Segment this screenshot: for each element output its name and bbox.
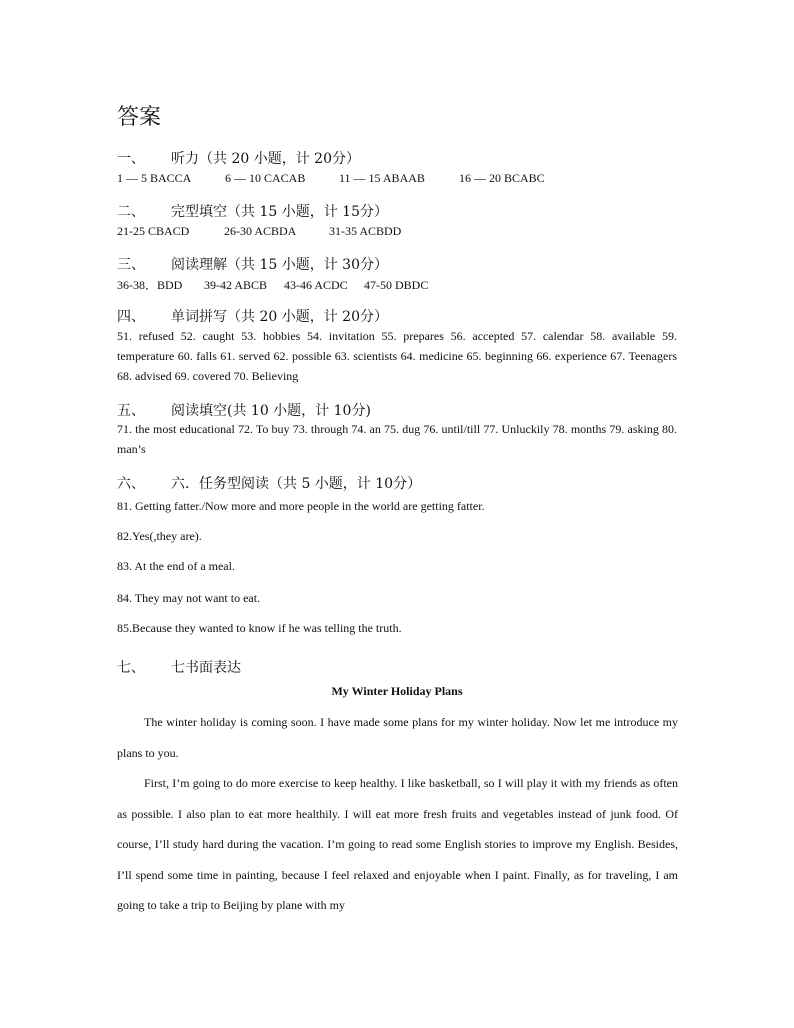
answer-line: 83. At the end of a meal. <box>117 559 235 573</box>
section-title: 阅读理解（共 15 小题，计 30分） <box>171 257 388 273</box>
section-number: 三、 <box>117 257 145 273</box>
essay-title: My Winter Holiday Plans <box>331 684 463 698</box>
answer-group: 31-35 ACBDD <box>329 224 402 238</box>
page-title: 答案 <box>117 105 162 130</box>
answer-group: 39-42 ABCB <box>204 278 268 292</box>
section-heading-spelling <box>117 306 388 326</box>
answer-group: 1 — 5 BACCA <box>117 171 192 185</box>
section-number: 七、 <box>117 660 145 676</box>
answer-group: 36-38．BDD <box>117 278 183 292</box>
section-title: 听力（共 20 小题，计 20分） <box>171 151 360 167</box>
answer-line: 82.Yes(,they are). <box>117 529 202 543</box>
section-heading-fill <box>117 400 371 420</box>
section-title: 七书面表达 <box>171 660 241 676</box>
section-title: 单词拼写（共 20 小题，计 20分） <box>171 309 388 325</box>
section-heading-listening <box>117 148 360 168</box>
section-number: 四、 <box>117 309 145 325</box>
section-title: 六．任务型阅读（共 5 小题，计 10分） <box>171 476 422 492</box>
answer-group: 11 — 15 ABAAB <box>339 171 425 185</box>
answer-group: 21-25 CBACD <box>117 224 190 238</box>
section-heading-reading <box>117 254 388 274</box>
answer-group: 47-50 DBDC <box>364 278 429 292</box>
answer-line: 85.Because they wanted to know if he was telling the truth. <box>117 621 402 635</box>
answers-fill: 71. the most educational 72. To buy 73. through 74. an 75. dug 76. until/till 77. Unluckily 78. months 79. asking 80. man’s <box>117 422 677 456</box>
section-number: 一、 <box>117 151 145 167</box>
answers-reading <box>117 276 677 293</box>
section-title: 完型填空（共 15 小题，计 15分） <box>171 204 388 220</box>
answer-group: 43-46 ACDC <box>284 278 348 292</box>
section-number: 五、 <box>117 403 145 419</box>
answers-cloze <box>117 224 677 239</box>
section-heading-task-reading <box>117 473 421 493</box>
section-number: 六、 <box>117 476 145 492</box>
essay-body <box>117 707 678 921</box>
answers-spelling: 51. refused 52. caught 53. hobbies 54. invitation 55. prepares 56. accepted 57. calendar 58. available 59. temperature 60. falls 61. served 62. possible 63. scientists 64. medicine 65. beginning 66. experience 67. Teenagers 68. advised 69. covered 70. Believing <box>117 329 677 383</box>
answer-group: 6 — 10 CACAB <box>225 171 306 185</box>
essay-paragraph: First, I’m going to do more exercise to keep healthy. I like basketball, so I will play it with my friends as often as possible. I also plan to eat more healthily. I will eat more fresh fruits and vegetables instead of junk food. Of course, I’ll study hard during the vacation. I’m going to read some English stories to improve my English. Besides, I’ll spend some time in painting, because I feel relaxed and enjoyable when I paint. Finally, as for traveling, I am going to take a trip to Beijing by plane with my <box>117 776 678 912</box>
section-title: 阅读填空(共 10 小题，计 10分) <box>171 403 371 419</box>
section-number: 二、 <box>117 204 145 220</box>
answers-listening <box>117 171 677 186</box>
essay-paragraph: The winter holiday is coming soon. I have made some plans for my winter holiday. Now let me introduce my plans to you. <box>117 715 678 760</box>
answer-group: 16 — 20 BCABC <box>459 171 545 185</box>
answer-line: 81. Getting fatter./Now more and more people in the world are getting fatter. <box>117 499 485 513</box>
section-heading-cloze <box>117 201 388 221</box>
answer-line: 84. They may not want to eat. <box>117 591 261 605</box>
section-heading-writing <box>117 657 241 677</box>
answer-group: 26-30 ACBDA <box>224 224 297 238</box>
